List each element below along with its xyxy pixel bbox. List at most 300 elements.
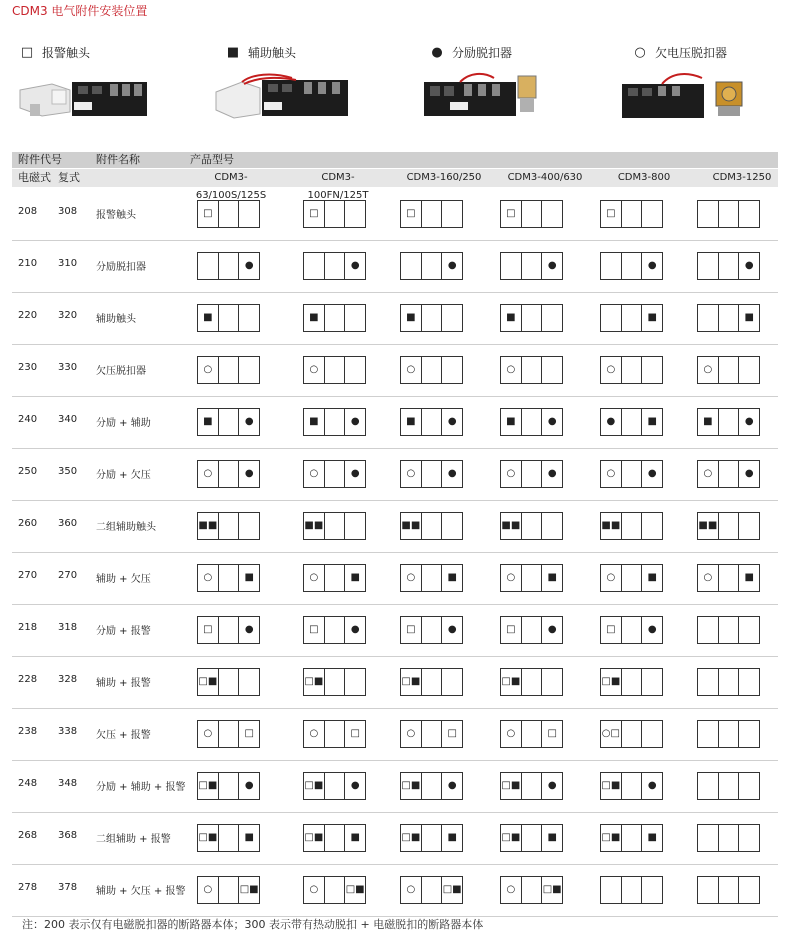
pole-cell: ■: [647, 416, 657, 427]
pole-cell: ■: [744, 312, 754, 323]
pole-cell: ■: [744, 572, 754, 583]
accessory-name: 欠压脱扣器: [96, 366, 146, 377]
pole-cell: [325, 825, 346, 851]
table-row: [12, 656, 778, 709]
header-code-group: 附件代号: [18, 153, 62, 166]
pole-cell: □■: [401, 669, 422, 695]
legend-symbol: □: [20, 45, 34, 60]
pole-cell: ●: [547, 260, 557, 271]
code-comp: 348: [58, 778, 78, 789]
pole-cell: ●: [244, 624, 254, 635]
accessory-name: 分励 + 辅助 + 报警: [96, 782, 186, 793]
pole-cell: [622, 877, 643, 903]
pole-position-grid: [697, 252, 760, 280]
accessory-name: 分励脱扣器: [96, 262, 146, 273]
legend-symbol: ●: [431, 45, 443, 60]
pole-cell: ■■: [501, 513, 522, 539]
pole-cell: [739, 877, 759, 903]
pole-cell: [522, 617, 543, 643]
pole-position-grid: [303, 512, 366, 540]
pole-cell: □: [401, 617, 422, 643]
pole-cell: ●: [244, 260, 254, 271]
code-comp: 310: [58, 258, 78, 269]
pole-cell: [325, 513, 346, 539]
pole-cell: ○: [198, 721, 219, 747]
pole-position-grid: [500, 720, 563, 748]
code-em: 268: [18, 830, 38, 841]
pole-cell: [698, 669, 719, 695]
pole-cell: [345, 201, 365, 227]
pole-position-grid: [600, 304, 663, 332]
pole-cell: [739, 357, 759, 383]
pole-cell: [198, 253, 219, 279]
pole-cell: ○: [501, 357, 522, 383]
pole-cell: ○: [304, 565, 325, 591]
pole-position-grid: [400, 564, 463, 592]
pole-cell: [622, 721, 643, 747]
pole-position-grid: [400, 460, 463, 488]
accessory-name: 二组辅助触头: [96, 522, 156, 533]
code-comp: 330: [58, 362, 78, 373]
pole-position-grid: [697, 408, 760, 436]
undervoltage-release-photo: [618, 68, 758, 130]
pole-cell: [422, 461, 443, 487]
pole-cell: ●: [744, 468, 754, 479]
pole-cell: [698, 825, 719, 851]
pole-cell: [422, 357, 443, 383]
pole-cell: ■: [244, 832, 254, 843]
pole-cell: [422, 409, 443, 435]
header-model: CDM3-63/100S/125S: [195, 172, 267, 201]
pole-cell: [401, 253, 422, 279]
legend-symbol: ○: [634, 45, 646, 60]
pole-cell: ●: [350, 624, 360, 635]
code-em: 278: [18, 882, 38, 893]
header-model: CDM3-800: [617, 172, 671, 183]
pole-cell: ○: [698, 357, 719, 383]
header-code-comp: 复式: [58, 171, 80, 184]
legend-item: [20, 44, 90, 61]
pole-cell: □■: [542, 884, 562, 895]
pole-cell: [739, 773, 759, 799]
header-code-em: 电磁式: [18, 171, 51, 184]
pole-cell: ●: [447, 260, 457, 271]
pole-position-grid: [400, 200, 463, 228]
code-em: 238: [18, 726, 38, 737]
pole-cell: [304, 253, 325, 279]
table-row: [12, 396, 778, 449]
pole-cell: [622, 461, 643, 487]
code-em: 210: [18, 258, 38, 269]
pole-cell: ○: [304, 357, 325, 383]
pole-cell: [601, 253, 622, 279]
pole-cell: □■: [601, 773, 622, 799]
footnote: 注：200 表示仅有电磁脱扣器的断路器本体；300 表示带有热动脱扣 + 电磁脱扣的断路器本体: [22, 918, 484, 931]
pole-cell: □: [304, 201, 325, 227]
table-row: [12, 292, 778, 345]
pole-cell: ○: [198, 565, 219, 591]
pole-cell: □: [501, 617, 522, 643]
pole-position-grid: [697, 356, 760, 384]
pole-position-grid: [303, 356, 366, 384]
table-row: [12, 448, 778, 501]
pole-cell: ○: [401, 721, 422, 747]
pole-cell: [542, 201, 562, 227]
pole-position-grid: [400, 512, 463, 540]
pole-position-grid: [500, 200, 563, 228]
code-em: 218: [18, 622, 38, 633]
pole-cell: [219, 409, 240, 435]
pole-cell: ●: [547, 624, 557, 635]
pole-position-grid: [500, 616, 563, 644]
legend-label: 分励脱扣器: [452, 46, 513, 60]
pole-cell: [325, 877, 346, 903]
pole-cell: [601, 305, 622, 331]
pole-cell: □: [244, 728, 254, 739]
pole-cell: [325, 253, 346, 279]
pole-cell: [345, 669, 365, 695]
header-model: CDM3-400/630: [507, 172, 583, 183]
pole-position-grid: [500, 668, 563, 696]
pole-cell: ●: [547, 780, 557, 791]
pole-position-grid: [400, 824, 463, 852]
pole-cell: [522, 825, 543, 851]
pole-cell: □■: [239, 884, 259, 895]
pole-cell: ■: [647, 312, 657, 323]
code-comp: 318: [58, 622, 78, 633]
pole-cell: [219, 825, 240, 851]
pole-position-grid: [697, 564, 760, 592]
pole-cell: [219, 461, 240, 487]
pole-cell: ●: [647, 260, 657, 271]
pole-cell: [698, 877, 719, 903]
pole-position-grid: [697, 512, 760, 540]
pole-cell: □■: [601, 669, 622, 695]
pole-cell: [239, 357, 259, 383]
pole-cell: ○: [401, 877, 422, 903]
pole-cell: ●: [447, 416, 457, 427]
pole-cell: □■: [198, 773, 219, 799]
table-row: [12, 604, 778, 657]
pole-cell: [719, 773, 740, 799]
pole-cell: [698, 721, 719, 747]
pole-cell: ●: [647, 468, 657, 479]
accessory-name: 辅助触头: [96, 314, 136, 325]
pole-cell: [422, 513, 443, 539]
pole-cell: [219, 721, 240, 747]
code-em: 240: [18, 414, 38, 425]
pole-cell: [642, 669, 662, 695]
pole-position-grid: [400, 408, 463, 436]
pole-cell: □■: [401, 773, 422, 799]
pole-cell: ●: [244, 416, 254, 427]
pole-cell: [522, 877, 543, 903]
pole-cell: [719, 305, 740, 331]
code-em: 220: [18, 310, 38, 321]
pole-position-grid: [303, 460, 366, 488]
accessory-name: 分励 + 欠压: [96, 470, 151, 481]
pole-position-grid: [500, 512, 563, 540]
pole-cell: [719, 201, 740, 227]
table-row: [12, 864, 778, 917]
pole-position-grid: [197, 356, 260, 384]
pole-cell: [622, 305, 643, 331]
pole-cell: [239, 513, 259, 539]
pole-position-grid: [303, 304, 366, 332]
pole-position-grid: [697, 304, 760, 332]
pole-cell: [622, 357, 643, 383]
pole-cell: □■: [401, 825, 422, 851]
pole-cell: ■: [304, 409, 325, 435]
table-row: [12, 344, 778, 397]
table-row: [12, 552, 778, 605]
pole-cell: [622, 669, 643, 695]
pole-cell: [622, 565, 643, 591]
pole-cell: ●: [601, 409, 622, 435]
pole-position-grid: [500, 772, 563, 800]
header-models-group: 产品型号: [190, 153, 234, 166]
pole-position-grid: [303, 408, 366, 436]
pole-cell: [239, 201, 259, 227]
pole-position-grid: [197, 668, 260, 696]
pole-cell: □: [601, 617, 622, 643]
accessory-name: 辅助 + 报警: [96, 678, 151, 689]
code-comp: 338: [58, 726, 78, 737]
pole-position-grid: [197, 564, 260, 592]
pole-position-grid: [600, 616, 663, 644]
pole-position-grid: [197, 720, 260, 748]
pole-cell: ●: [244, 780, 254, 791]
pole-cell: [219, 877, 240, 903]
pole-cell: □■: [304, 669, 325, 695]
pole-position-grid: [600, 460, 663, 488]
table-row: [12, 500, 778, 553]
pole-position-grid: [303, 720, 366, 748]
code-comp: 350: [58, 466, 78, 477]
pole-cell: [719, 409, 740, 435]
pole-cell: [325, 617, 346, 643]
accessory-name: 分励 + 报警: [96, 626, 151, 637]
pole-position-grid: [400, 772, 463, 800]
pole-cell: ○: [501, 877, 522, 903]
pole-cell: ●: [350, 780, 360, 791]
pole-cell: ■: [547, 832, 557, 843]
code-comp: 308: [58, 206, 78, 217]
legend-item: [226, 44, 296, 61]
pole-cell: ■■: [601, 513, 622, 539]
shunt-release-photo: [420, 68, 560, 130]
pole-cell: [442, 305, 462, 331]
pole-position-grid: [197, 876, 260, 904]
pole-position-grid: [697, 720, 760, 748]
pole-cell: [219, 669, 240, 695]
pole-cell: ○: [304, 461, 325, 487]
pole-cell: [219, 253, 240, 279]
pole-cell: [642, 201, 662, 227]
pole-position-grid: [303, 200, 366, 228]
pole-cell: ●: [744, 416, 754, 427]
pole-position-grid: [500, 824, 563, 852]
pole-cell: [522, 669, 543, 695]
pole-cell: ○: [601, 357, 622, 383]
pole-cell: [219, 565, 240, 591]
header-model: CDM3-160/250: [406, 172, 482, 183]
pole-cell: [719, 565, 740, 591]
pole-cell: [719, 877, 740, 903]
pole-cell: ●: [647, 780, 657, 791]
table-header-group: [12, 152, 778, 168]
pole-cell: [522, 253, 543, 279]
pole-cell: ○: [198, 877, 219, 903]
pole-cell: ■: [350, 572, 360, 583]
pole-cell: ○: [698, 461, 719, 487]
pole-cell: ○: [601, 461, 622, 487]
pole-cell: [522, 721, 543, 747]
pole-cell: ●: [244, 468, 254, 479]
pole-position-grid: [600, 720, 663, 748]
code-comp: 360: [58, 518, 78, 529]
pole-position-grid: [500, 564, 563, 592]
pole-cell: ○: [601, 565, 622, 591]
pole-cell: [698, 305, 719, 331]
pole-cell: ■: [198, 409, 219, 435]
pole-cell: ■: [304, 305, 325, 331]
pole-cell: ■: [447, 832, 457, 843]
pole-cell: ●: [350, 416, 360, 427]
pole-position-grid: [400, 668, 463, 696]
pole-cell: ○: [501, 461, 522, 487]
pole-cell: [698, 201, 719, 227]
pole-cell: ○: [401, 461, 422, 487]
pole-position-grid: [600, 252, 663, 280]
pole-cell: □: [350, 728, 360, 739]
pole-cell: [622, 825, 643, 851]
pole-cell: [422, 721, 443, 747]
pole-position-grid: [197, 408, 260, 436]
pole-cell: [422, 253, 443, 279]
pole-cell: [642, 877, 662, 903]
pole-cell: [522, 357, 543, 383]
pole-cell: [325, 669, 346, 695]
table-row: [12, 188, 778, 241]
pole-position-grid: [500, 876, 563, 904]
pole-cell: [698, 773, 719, 799]
code-em: 260: [18, 518, 38, 529]
pole-cell: [542, 513, 562, 539]
pole-cell: [542, 305, 562, 331]
pole-cell: [719, 357, 740, 383]
pole-cell: [422, 773, 443, 799]
pole-position-grid: [600, 564, 663, 592]
pole-cell: ■: [501, 305, 522, 331]
table-header-sub: [12, 169, 778, 201]
pole-cell: [325, 357, 346, 383]
pole-position-grid: [697, 668, 760, 696]
pole-cell: [325, 409, 346, 435]
pole-cell: ■: [447, 572, 457, 583]
pole-cell: [698, 253, 719, 279]
pole-cell: [442, 201, 462, 227]
pole-cell: □: [501, 201, 522, 227]
pole-cell: □■: [601, 825, 622, 851]
pole-cell: [325, 565, 346, 591]
pole-cell: [239, 305, 259, 331]
pole-cell: [542, 357, 562, 383]
pole-cell: ■■: [401, 513, 422, 539]
pole-cell: ■: [647, 572, 657, 583]
code-em: 228: [18, 674, 38, 685]
legend-label: 欠电压脱扣器: [655, 46, 728, 60]
pole-cell: [642, 721, 662, 747]
pole-cell: [719, 461, 740, 487]
pole-cell: [422, 201, 443, 227]
pole-cell: [719, 825, 740, 851]
pole-cell: [501, 253, 522, 279]
pole-cell: □: [198, 201, 219, 227]
accessory-name: 报警触头: [96, 210, 136, 221]
pole-position-grid: [600, 200, 663, 228]
code-comp: 340: [58, 414, 78, 425]
pole-cell: [422, 617, 443, 643]
pole-cell: [422, 565, 443, 591]
table-row: [12, 812, 778, 865]
pole-position-grid: [197, 252, 260, 280]
pole-cell: □■: [304, 773, 325, 799]
pole-cell: [622, 773, 643, 799]
pole-position-grid: [500, 408, 563, 436]
pole-position-grid: [197, 616, 260, 644]
pole-position-grid: [600, 356, 663, 384]
pole-cell: [219, 357, 240, 383]
pole-position-grid: [197, 304, 260, 332]
code-comp: 368: [58, 830, 78, 841]
pole-cell: [442, 357, 462, 383]
pole-cell: [522, 461, 543, 487]
code-em: 230: [18, 362, 38, 373]
pole-cell: ●: [447, 780, 457, 791]
pole-cell: [642, 357, 662, 383]
pole-position-grid: [500, 252, 563, 280]
pole-position-grid: [303, 564, 366, 592]
table-row: [12, 708, 778, 761]
pole-cell: ●: [547, 468, 557, 479]
code-comp: 270: [58, 570, 78, 581]
pole-cell: ■: [501, 409, 522, 435]
pole-cell: [739, 513, 759, 539]
pole-position-grid: [197, 512, 260, 540]
pole-cell: [622, 617, 643, 643]
pole-cell: ■: [698, 409, 719, 435]
pole-cell: [622, 409, 643, 435]
pole-position-grid: [303, 876, 366, 904]
pole-position-grid: [303, 668, 366, 696]
pole-cell: ■: [401, 409, 422, 435]
pole-cell: ■: [198, 305, 219, 331]
pole-position-grid: [697, 616, 760, 644]
pole-cell: ○: [401, 565, 422, 591]
pole-cell: [442, 669, 462, 695]
pole-cell: [719, 513, 740, 539]
pole-cell: □■: [198, 669, 219, 695]
pole-position-grid: [400, 356, 463, 384]
pole-position-grid: [400, 304, 463, 332]
pole-cell: [219, 513, 240, 539]
code-em: 250: [18, 466, 38, 477]
accessory-name: 辅助 + 欠压 + 报警: [96, 886, 186, 897]
pole-cell: ■■: [698, 513, 719, 539]
legend-item: [430, 44, 512, 61]
pole-cell: ○: [198, 461, 219, 487]
